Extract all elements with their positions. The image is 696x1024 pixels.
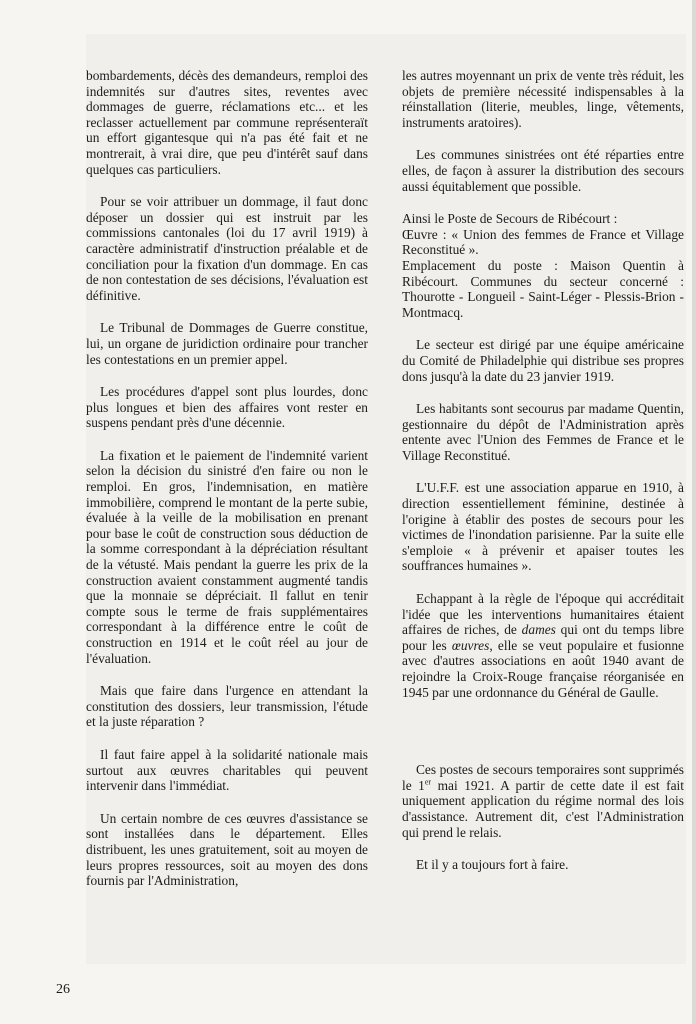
- emphasis-oeuvres: œuvres: [451, 637, 490, 653]
- paragraph-text: qui ont du temps libre pour les: [402, 622, 684, 653]
- paragraph: les autres moyennant un prix de vente très réduit, les objets de première nécessité indispensables à la réinstallation (literie, meubles, linge, vêtements, instruments aratoires).: [402, 68, 684, 130]
- paragraph: Il faut faire appel à la solidarité nationale mais surtout aux œuvres charitables qui peuvent intervenir dans l'immédiat.: [86, 746, 368, 794]
- relief-post-heading: Ainsi le Poste de Secours de Ribécourt :: [402, 211, 618, 227]
- paragraph: Mais que faire dans l'urgence en attendant la constitution des dossiers, leur transmission, l'étude et la juste réparation ?: [86, 683, 368, 730]
- paragraph: Un certain nombre de ces œuvres d'assistance se sont installées dans le département. Elles distribuent, les unes gratuitement, soit au moyen de leurs propres ressources, soit au moyen des dons fournis par l'Administration,: [86, 810, 368, 889]
- relief-post-organization: Œuvre : « Union des femmes de France et Village Reconstitué ».: [402, 226, 684, 258]
- superscript: er: [424, 777, 432, 787]
- page-edge: [692, 0, 696, 1024]
- paragraph: Les communes sinistrées ont été réparties entre elles, de façon à assurer la distribution des secours aussi équitablement que possible.: [402, 147, 684, 194]
- paragraph-text: Ces postes de secours temporaires sont supprimés le 1: [402, 762, 684, 793]
- paragraph: Le Tribunal de Dommages de Guerre constitue, lui, un organe de juridiction ordinaire pour trancher les contestations en un premier appel.: [86, 320, 368, 367]
- page-number: 26: [56, 982, 70, 997]
- paragraph: [402, 591, 684, 700]
- paragraph: La fixation et le paiement de l'indemnité varient selon la décision du sinistré d'en faire ou non le remploi. En gros, l'indemnisation, en matière immobilière, comprend le montant de la perte subie, évaluée à la veille de la mobilisation en prenant pour base le coût de construction sous déduction de la somme correspondant à la dépréciation résultant de la vétusté. Mais pendant la guerre les prix de la construction avaient constamment augmenté tandis que la monnaie se dépréciait. Il fallut en tenir compte sous le terme de frais supplémentaires correspondant à la différence entre le coût de construction en 1914 et le coût réel au jour de l'évaluation.: [86, 447, 368, 666]
- relief-post-details: [402, 211, 684, 320]
- paragraph: L'U.F.F. est une association apparue en 1910, à direction essentiellement féminine, destinée à l'origine à établir des postes de secours pour les victimes de l'inondation parisienne. Par la suite elle s'emploie « à prévenir et apaiser toutes les souffrances humaines ».: [402, 480, 684, 574]
- paragraph-text: mai 1921. A partir de cette date il est fait uniquement application du régime normal des lois d'assistance. Autrement dit, c'est l'Administration qui prend le relais.: [402, 777, 684, 840]
- paragraph: Le secteur est dirigé par une équipe américaine du Comité de Philadelphie qui distribue ses propres dons jusqu'à la date du 23 janvier 1919.: [402, 337, 684, 384]
- paragraph-text: , elle se veut populaire et fusionne avec d'autres associations en août 1940 avant de rejoindre la Croix-Rouge française réorganisée en 1945 par une ordonnance du Général de Gaulle.: [402, 637, 684, 700]
- paragraph: Les procédures d'appel sont plus lourdes, donc plus longues et bien des affaires vont rester en suspens pendant près d'une décennie.: [86, 384, 368, 431]
- paragraph: Et il y a toujours fort à faire.: [416, 857, 569, 873]
- emphasis-dames: dames: [521, 622, 556, 638]
- paragraph: Les habitants sont secourus par madame Quentin, gestionnaire du dépôt de l'Administration après entente avec l'Union des Femmes de France et le Village Reconstitué.: [402, 401, 684, 463]
- right-text-column: [402, 68, 684, 873]
- paragraph-text: Echappant à la règle de l'époque qui accréditait l'idée que les interventions humanitaires étaient affaires de riches, de: [402, 591, 684, 638]
- left-text-column: [86, 68, 368, 889]
- relief-post-location: Emplacement du poste : Maison Quentin à Ribécourt. Communes du secteur concerné : Thourotte - Longueil - Saint-Léger - Plessis-Brion - Montmacq.: [402, 257, 684, 320]
- paragraph: [402, 762, 684, 840]
- paragraph: bombardements, décès des demandeurs, remploi des indemnités sur d'autres sites, reventes avec dommages de guerre, réclamations etc... et les reclasser actuellement par commune représenteraït un effort gigantesque qui n'a pas été fait et ne montrerait, à vrai dire, que peu d'intérêt sauf dans quelques cas particuliers.: [86, 68, 368, 177]
- paragraph: Pour se voir attribuer un dommage, il faut donc déposer un dossier qui est instruit par les commissions cantonales (loi du 17 avril 1919) à caractère administratif d'instruction préalable et de conciliation pour la fixation d'un dommage. En cas de non contestation de ses décisions, l'évaluation est définitive.: [86, 194, 368, 303]
